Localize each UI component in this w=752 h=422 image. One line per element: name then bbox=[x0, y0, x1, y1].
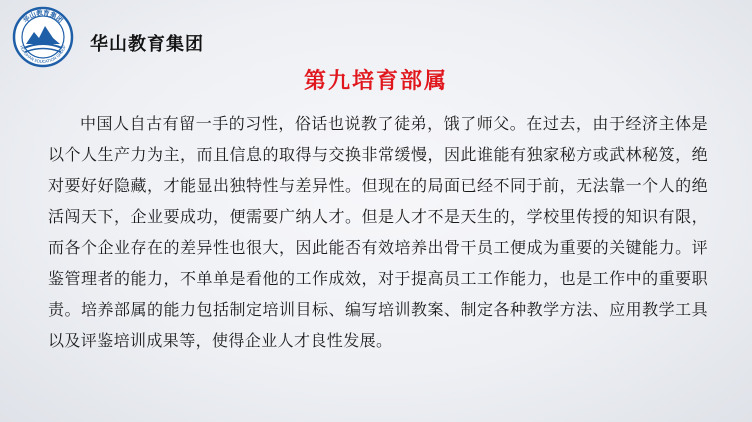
logo-emblem-icon bbox=[12, 6, 74, 68]
page-title: 第九培育部属 bbox=[303, 68, 448, 94]
huashan-education-group-logo bbox=[12, 6, 74, 68]
organization-name: 华山教育集团 bbox=[90, 34, 204, 55]
logo-text-bottom: HUASHAN EDUCATION GROUP bbox=[19, 44, 67, 65]
body-paragraph: 中国人自古有留一手的习性，俗话也说教了徒弟，饿了师父。在过去，由于经济主体是以个人生产力为主，而且信息的取得与交换非常缓慢，因此谁能有独家秘方或武林秘笈，绝对要好好隐藏，才能显出独特性与差异性。但现在的局面已经不同于前，无法靠一个人的绝活闯天下，企业要成功，便需要广纳人才。但是人才不是天生的，学校里传授的知识有限，而各个企业存在的差异性也很大，因此能否有效培养出骨干员工便成为重要的关键能力。评鉴管理者的能力，不单单是看他的工作成效，对于提高员工工作能力，也是工作中的重要职责。培养部属的能力包括制定培训目标、编写培训教案、制定各种教学方法、应用教学工具以及评鉴培训成果等，使得企业人才良性发展。 bbox=[48, 114, 708, 350]
logo-text-top: 华山教育集团 bbox=[21, 8, 65, 25]
